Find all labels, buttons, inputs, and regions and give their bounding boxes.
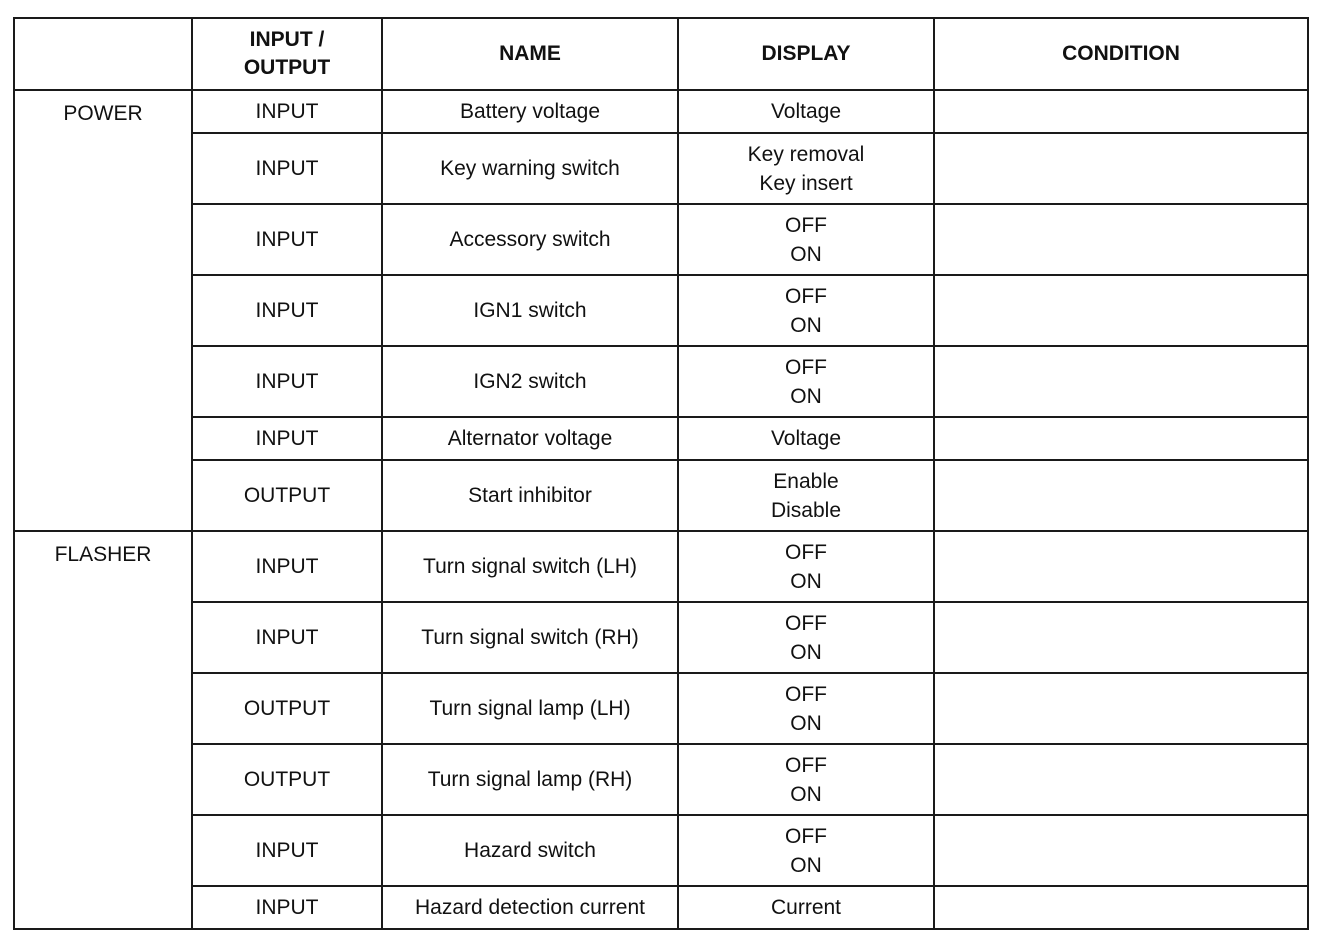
cell-name: Turn signal lamp (RH) bbox=[382, 744, 678, 815]
display-value: Voltage bbox=[770, 427, 842, 450]
table-row bbox=[14, 346, 1308, 417]
display-value: Disable bbox=[770, 498, 842, 522]
cell-display bbox=[678, 886, 934, 929]
cell-display bbox=[678, 815, 934, 886]
display-value: OFF bbox=[785, 540, 827, 564]
display-value: ON bbox=[790, 242, 822, 266]
cell-name: Battery voltage bbox=[382, 90, 678, 133]
cell-condition bbox=[934, 204, 1308, 275]
cell-name: IGN2 switch bbox=[382, 346, 678, 417]
display-value: ON bbox=[790, 711, 822, 735]
cell-display bbox=[678, 602, 934, 673]
cell-condition bbox=[934, 460, 1308, 531]
cell-input-output: INPUT bbox=[192, 133, 382, 204]
table-row bbox=[14, 815, 1308, 886]
table-row bbox=[14, 744, 1308, 815]
table-row bbox=[14, 531, 1308, 602]
display-value: Key removal bbox=[747, 142, 865, 166]
cell-name: Hazard detection current bbox=[382, 886, 678, 929]
display-value: OFF bbox=[785, 213, 827, 237]
table-row bbox=[14, 133, 1308, 204]
cell-condition bbox=[934, 744, 1308, 815]
cell-condition bbox=[934, 275, 1308, 346]
cell-input-output: INPUT bbox=[192, 815, 382, 886]
cell-display bbox=[678, 673, 934, 744]
table-body bbox=[14, 90, 1308, 929]
table-row bbox=[14, 460, 1308, 531]
display-value: ON bbox=[790, 782, 822, 806]
header-io-line1: INPUT / bbox=[249, 28, 325, 51]
cell-name: Alternator voltage bbox=[382, 417, 678, 460]
cell-name: Turn signal lamp (LH) bbox=[382, 673, 678, 744]
table-row bbox=[14, 886, 1308, 929]
cell-condition bbox=[934, 815, 1308, 886]
cell-input-output: OUTPUT bbox=[192, 673, 382, 744]
header-group bbox=[14, 18, 192, 90]
display-value: Enable bbox=[773, 469, 839, 493]
cell-display bbox=[678, 90, 934, 133]
cell-input-output: INPUT bbox=[192, 886, 382, 929]
display-value: Voltage bbox=[770, 100, 842, 123]
cell-input-output: OUTPUT bbox=[192, 460, 382, 531]
cell-name: Turn signal switch (LH) bbox=[382, 531, 678, 602]
cell-input-output: INPUT bbox=[192, 275, 382, 346]
cell-display bbox=[678, 744, 934, 815]
table-row bbox=[14, 673, 1308, 744]
header-io-line2: OUTPUT bbox=[243, 56, 331, 79]
table-row bbox=[14, 602, 1308, 673]
cell-display bbox=[678, 460, 934, 531]
cell-display bbox=[678, 417, 934, 460]
table-row bbox=[14, 275, 1308, 346]
display-value: ON bbox=[790, 853, 822, 877]
table-row bbox=[14, 204, 1308, 275]
cell-input-output: INPUT bbox=[192, 417, 382, 460]
cell-condition bbox=[934, 346, 1308, 417]
cell-input-output: INPUT bbox=[192, 346, 382, 417]
cell-display bbox=[678, 531, 934, 602]
display-value: ON bbox=[790, 313, 822, 337]
display-value: ON bbox=[790, 384, 822, 408]
cell-input-output: INPUT bbox=[192, 602, 382, 673]
display-value: Key insert bbox=[759, 171, 853, 195]
header-condition: CONDITION bbox=[934, 18, 1308, 90]
cell-input-output: INPUT bbox=[192, 90, 382, 133]
cell-input-output: INPUT bbox=[192, 531, 382, 602]
cell-input-output: OUTPUT bbox=[192, 744, 382, 815]
cell-display bbox=[678, 346, 934, 417]
cell-name: Accessory switch bbox=[382, 204, 678, 275]
cell-condition bbox=[934, 531, 1308, 602]
cell-name: Start inhibitor bbox=[382, 460, 678, 531]
cell-display bbox=[678, 204, 934, 275]
cell-condition bbox=[934, 90, 1308, 133]
display-value: OFF bbox=[785, 682, 827, 706]
cell-name: IGN1 switch bbox=[382, 275, 678, 346]
header-row bbox=[14, 18, 1308, 90]
display-value: OFF bbox=[785, 611, 827, 635]
group-label: FLASHER bbox=[14, 531, 192, 929]
header-input-output bbox=[192, 18, 382, 90]
cell-input-output: INPUT bbox=[192, 204, 382, 275]
display-value: OFF bbox=[785, 824, 827, 848]
cell-condition bbox=[934, 602, 1308, 673]
io-spec-table bbox=[13, 17, 1309, 930]
header-display: DISPLAY bbox=[678, 18, 934, 90]
cell-display bbox=[678, 133, 934, 204]
display-value: OFF bbox=[785, 284, 827, 308]
table-row bbox=[14, 417, 1308, 460]
display-value: ON bbox=[790, 569, 822, 593]
table-row bbox=[14, 90, 1308, 133]
cell-name: Turn signal switch (RH) bbox=[382, 602, 678, 673]
display-value: ON bbox=[790, 640, 822, 664]
header-name: NAME bbox=[382, 18, 678, 90]
cell-condition bbox=[934, 133, 1308, 204]
cell-name: Hazard switch bbox=[382, 815, 678, 886]
cell-condition bbox=[934, 417, 1308, 460]
display-value: OFF bbox=[785, 355, 827, 379]
cell-condition bbox=[934, 673, 1308, 744]
cell-display bbox=[678, 275, 934, 346]
cell-condition bbox=[934, 886, 1308, 929]
display-value: OFF bbox=[785, 753, 827, 777]
group-label: POWER bbox=[14, 90, 192, 531]
display-value: Current bbox=[770, 896, 842, 919]
cell-name: Key warning switch bbox=[382, 133, 678, 204]
